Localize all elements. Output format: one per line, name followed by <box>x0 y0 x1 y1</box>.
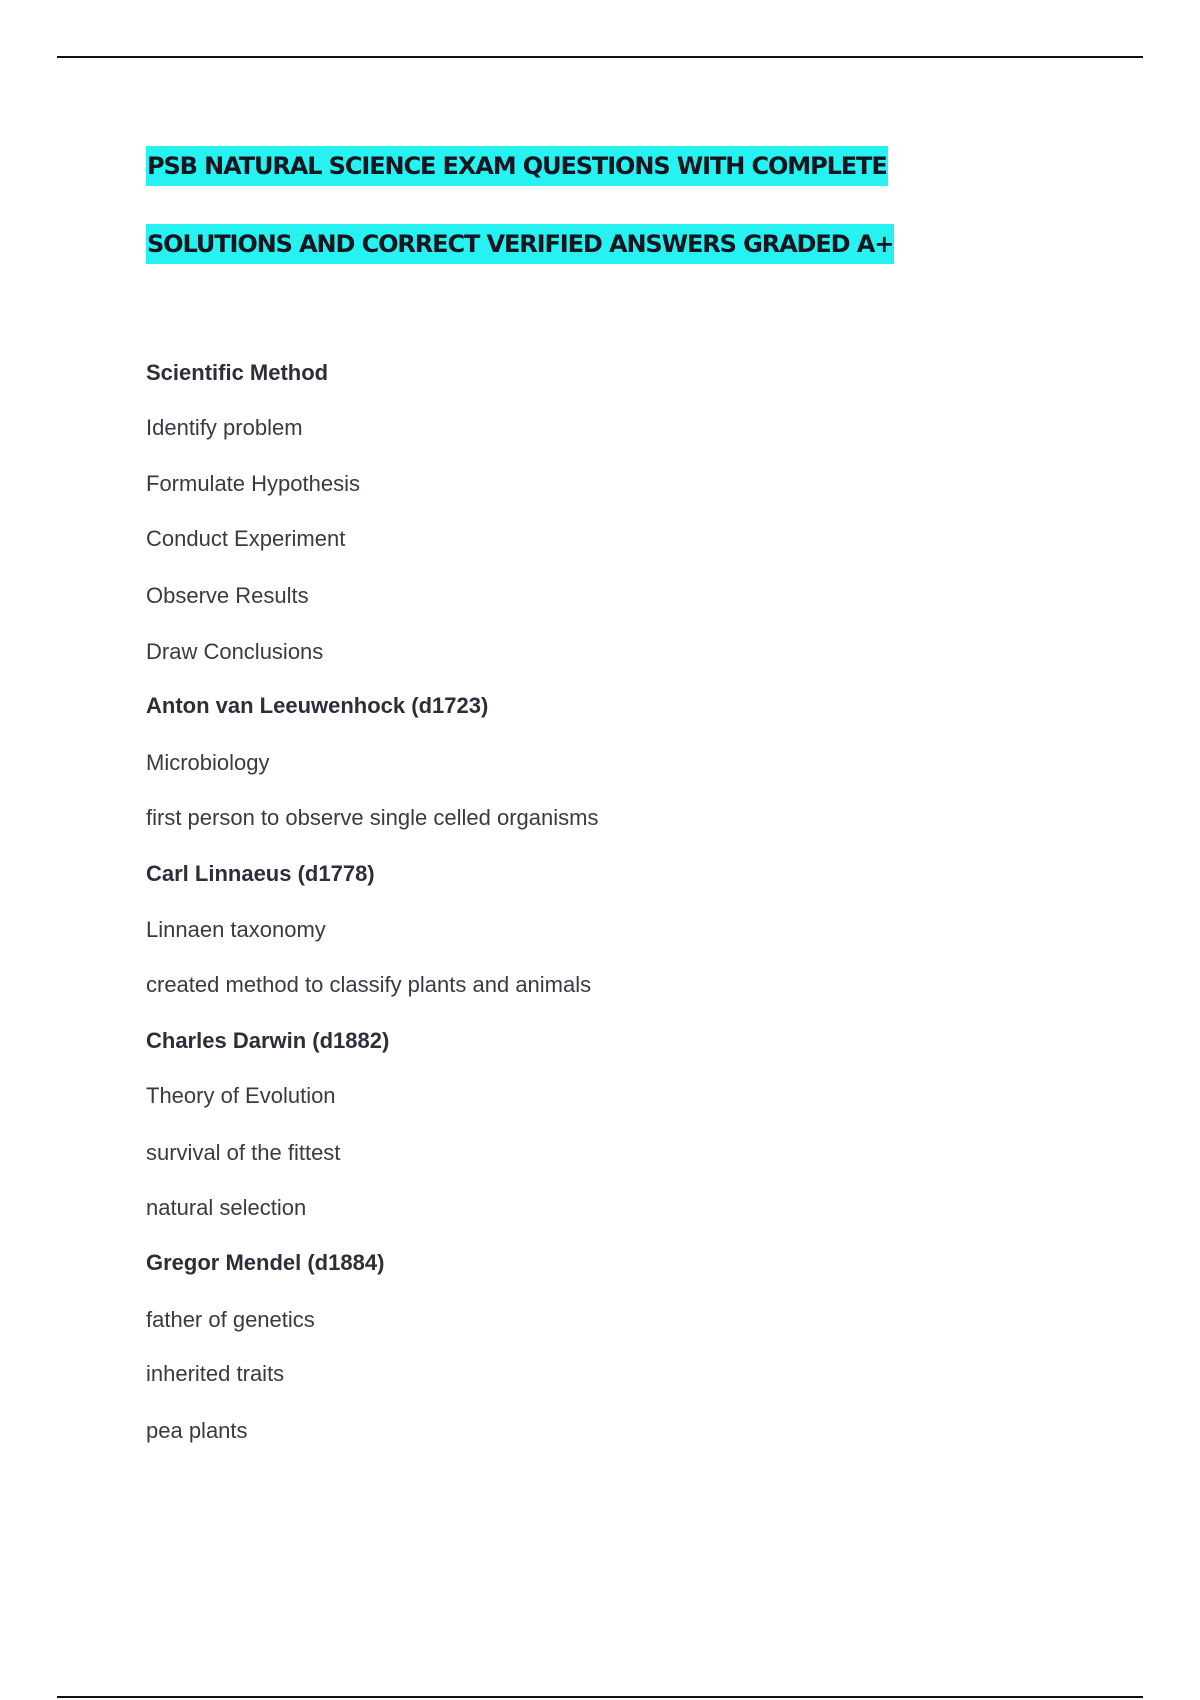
list-item: Theory of Evolution <box>146 1083 336 1108</box>
bottom-rule <box>57 1696 1143 1698</box>
title-highlight: PSB NATURAL SCIENCE EXAM QUESTIONS WITH COMPLETE <box>146 146 888 186</box>
list-item: first person to observe single celled organisms <box>146 805 599 830</box>
list-item: Identify problem <box>146 415 303 440</box>
list-item: pea plants <box>146 1418 248 1443</box>
list-item: created method to classify plants and animals <box>146 972 592 997</box>
list-item: Observe Results <box>146 583 309 608</box>
list-item: Linnaen taxonomy <box>146 917 326 942</box>
list-item: inherited traits <box>146 1361 285 1386</box>
list-item: natural selection <box>146 1195 307 1220</box>
section-heading: Charles Darwin (d1882) <box>146 1028 390 1053</box>
title-highlight: SOLUTIONS AND CORRECT VERIFIED ANSWERS GRADED A+ <box>146 224 894 264</box>
list-item: Formulate Hypothesis <box>146 471 360 496</box>
list-item: Draw Conclusions <box>146 639 324 664</box>
section-heading: Scientific Method <box>146 360 329 385</box>
section-heading: Gregor Mendel (d1884) <box>146 1250 385 1275</box>
list-item: survival of the fittest <box>146 1140 341 1165</box>
document-title-line-2 <box>146 224 894 264</box>
section-heading: Carl Linnaeus (d1778) <box>146 861 375 886</box>
top-rule <box>57 56 1143 58</box>
section-heading: Anton van Leeuwenhock (d1723) <box>146 693 489 718</box>
list-item: Conduct Experiment <box>146 526 346 551</box>
document-title-line-1 <box>146 146 888 186</box>
list-item: Microbiology <box>146 750 270 775</box>
list-item: father of genetics <box>146 1307 315 1332</box>
